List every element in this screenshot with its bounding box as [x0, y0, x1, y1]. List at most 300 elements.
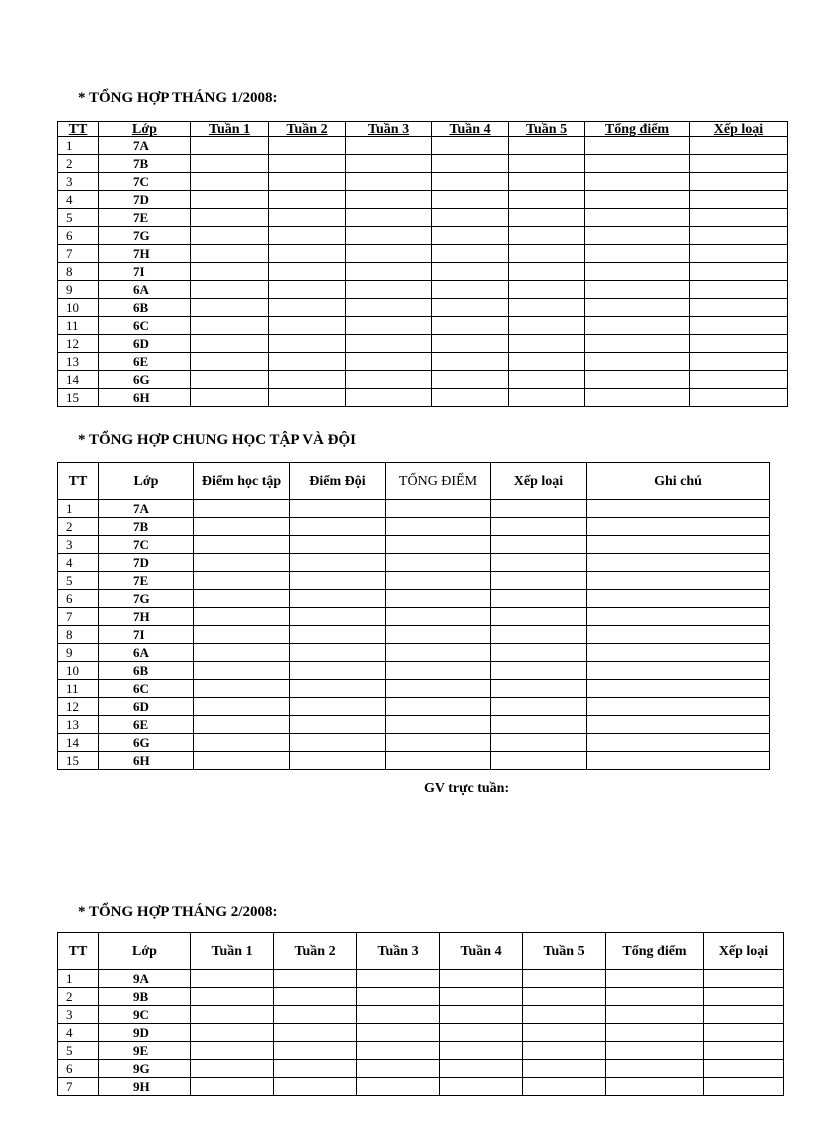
empty-cell [690, 281, 788, 299]
empty-cell [432, 209, 509, 227]
empty-cell [440, 1060, 523, 1078]
class-name: 9H [99, 1078, 191, 1096]
class-name: 7I [99, 626, 194, 644]
empty-cell [269, 245, 346, 263]
empty-cell [191, 299, 269, 317]
empty-cell [357, 1006, 440, 1024]
class-name: 9E [99, 1042, 191, 1060]
empty-cell [191, 1042, 274, 1060]
col-header: Ghi chú [587, 463, 770, 500]
class-name: 7A [99, 500, 194, 518]
col-header: Xếp loại [704, 933, 784, 970]
empty-cell [346, 389, 432, 407]
empty-cell [269, 281, 346, 299]
table-header-row [58, 122, 788, 137]
empty-cell [191, 988, 274, 1006]
row-number: 1 [58, 137, 99, 155]
empty-cell [587, 662, 770, 680]
empty-cell [432, 299, 509, 317]
class-name: 9B [99, 988, 191, 1006]
empty-cell [509, 227, 585, 245]
empty-cell [386, 662, 491, 680]
row-number: 1 [58, 500, 99, 518]
empty-cell [290, 572, 386, 590]
empty-cell [509, 245, 585, 263]
class-name: 6H [99, 389, 191, 407]
empty-cell [191, 263, 269, 281]
row-number: 3 [58, 1006, 99, 1024]
empty-cell [704, 1060, 784, 1078]
empty-cell [509, 173, 585, 191]
row-number: 6 [58, 1060, 99, 1078]
row-number: 14 [58, 371, 99, 389]
empty-cell [269, 389, 346, 407]
empty-cell [606, 1024, 704, 1042]
empty-cell [386, 608, 491, 626]
empty-cell [432, 335, 509, 353]
duty-teacher-label: GV trực tuần: [424, 781, 510, 796]
empty-cell [491, 698, 587, 716]
table-row [58, 1024, 784, 1042]
month2-table-body [58, 970, 784, 1096]
empty-cell [587, 698, 770, 716]
empty-cell [587, 734, 770, 752]
table-row [58, 1006, 784, 1024]
empty-cell [587, 644, 770, 662]
empty-cell [440, 1006, 523, 1024]
empty-cell [585, 173, 690, 191]
col-header: Điểm Đội [290, 463, 386, 500]
empty-cell [704, 1042, 784, 1060]
row-number: 10 [58, 662, 99, 680]
col-header: Tuần 5 [523, 933, 606, 970]
empty-cell [386, 626, 491, 644]
empty-cell [690, 245, 788, 263]
table-row [58, 1060, 784, 1078]
empty-cell [523, 970, 606, 988]
empty-cell [432, 281, 509, 299]
row-number: 3 [58, 173, 99, 191]
empty-cell [587, 626, 770, 644]
empty-cell [274, 1042, 357, 1060]
empty-cell [690, 335, 788, 353]
empty-cell [191, 335, 269, 353]
empty-cell [290, 554, 386, 572]
empty-cell [269, 371, 346, 389]
row-number: 4 [58, 554, 99, 572]
empty-cell [690, 209, 788, 227]
empty-cell [704, 1024, 784, 1042]
table-row [58, 245, 788, 263]
empty-cell [606, 1006, 704, 1024]
row-number: 12 [58, 698, 99, 716]
empty-cell [386, 644, 491, 662]
empty-cell [386, 680, 491, 698]
row-number: 6 [58, 227, 99, 245]
row-number: 7 [58, 245, 99, 263]
empty-cell [194, 680, 290, 698]
table-row [58, 608, 770, 626]
empty-cell [432, 317, 509, 335]
col-header: Điểm học tập [194, 463, 290, 500]
empty-cell [290, 716, 386, 734]
empty-cell [690, 155, 788, 173]
col-header: Xếp loại [491, 463, 587, 500]
row-number: 11 [58, 317, 99, 335]
empty-cell [585, 155, 690, 173]
empty-cell [194, 716, 290, 734]
empty-cell [269, 173, 346, 191]
empty-cell [606, 988, 704, 1006]
empty-cell [491, 536, 587, 554]
empty-cell [290, 500, 386, 518]
empty-cell [585, 263, 690, 281]
empty-cell [191, 970, 274, 988]
empty-cell [587, 500, 770, 518]
month1-table-body [58, 137, 788, 407]
empty-cell [274, 1006, 357, 1024]
empty-cell [290, 680, 386, 698]
empty-cell [587, 518, 770, 536]
empty-cell [690, 191, 788, 209]
empty-cell [690, 353, 788, 371]
empty-cell [509, 371, 585, 389]
empty-cell [440, 1042, 523, 1060]
empty-cell [491, 518, 587, 536]
row-number: 2 [58, 155, 99, 173]
row-number: 15 [58, 752, 99, 770]
empty-cell [587, 554, 770, 572]
empty-cell [585, 389, 690, 407]
empty-cell [432, 371, 509, 389]
empty-cell [587, 752, 770, 770]
empty-cell [704, 1078, 784, 1096]
section2-heading: * TỔNG HỢP CHUNG HỌC TẬP VÀ ĐỘI [78, 432, 356, 448]
empty-cell [357, 1060, 440, 1078]
empty-cell [509, 335, 585, 353]
table-row [58, 662, 770, 680]
empty-cell [587, 680, 770, 698]
combined-table-body [58, 500, 770, 770]
class-name: 9A [99, 970, 191, 988]
col-header: Lớp [99, 933, 191, 970]
empty-cell [357, 1024, 440, 1042]
empty-cell [191, 371, 269, 389]
empty-cell [191, 353, 269, 371]
col-header: Tuần 5 [509, 122, 585, 137]
empty-cell [509, 209, 585, 227]
row-number: 13 [58, 716, 99, 734]
empty-cell [194, 608, 290, 626]
class-name: 9C [99, 1006, 191, 1024]
table-row [58, 299, 788, 317]
month2-table [57, 932, 784, 1096]
class-name: 7D [99, 191, 191, 209]
empty-cell [432, 245, 509, 263]
empty-cell [585, 245, 690, 263]
row-number: 8 [58, 263, 99, 281]
empty-cell [440, 1024, 523, 1042]
empty-cell [269, 335, 346, 353]
table-row [58, 752, 770, 770]
row-number: 6 [58, 590, 99, 608]
empty-cell [491, 716, 587, 734]
table-row [58, 227, 788, 245]
empty-cell [523, 1042, 606, 1060]
empty-cell [290, 734, 386, 752]
empty-cell [191, 1078, 274, 1096]
empty-cell [587, 590, 770, 608]
empty-cell [491, 554, 587, 572]
empty-cell [491, 590, 587, 608]
col-header: Tuần 3 [346, 122, 432, 137]
empty-cell [290, 644, 386, 662]
empty-cell [509, 389, 585, 407]
empty-cell [386, 500, 491, 518]
empty-cell [491, 608, 587, 626]
empty-cell [606, 1078, 704, 1096]
row-number: 14 [58, 734, 99, 752]
empty-cell [269, 209, 346, 227]
col-header: Tuần 1 [191, 933, 274, 970]
section3-heading: * TỔNG HỢP THÁNG 2/2008: [78, 904, 278, 920]
table-row [58, 988, 784, 1006]
empty-cell [585, 137, 690, 155]
row-number: 2 [58, 518, 99, 536]
table-row [58, 1078, 784, 1096]
col-header: Lớp [99, 463, 194, 500]
empty-cell [274, 1060, 357, 1078]
table-row [58, 554, 770, 572]
empty-cell [357, 988, 440, 1006]
table-row [58, 536, 770, 554]
row-number: 10 [58, 299, 99, 317]
empty-cell [585, 227, 690, 245]
col-header: TT [58, 933, 99, 970]
table-row [58, 137, 788, 155]
table-row [58, 680, 770, 698]
class-name: 6G [99, 734, 194, 752]
col-header: Tuần 3 [357, 933, 440, 970]
empty-cell [523, 1078, 606, 1096]
empty-cell [346, 173, 432, 191]
col-header: TỔNG ĐIỂM [386, 463, 491, 500]
row-number: 9 [58, 644, 99, 662]
empty-cell [191, 155, 269, 173]
empty-cell [704, 988, 784, 1006]
class-name: 6D [99, 335, 191, 353]
table-row [58, 389, 788, 407]
empty-cell [491, 626, 587, 644]
empty-cell [274, 1024, 357, 1042]
empty-cell [346, 371, 432, 389]
empty-cell [587, 536, 770, 554]
empty-cell [191, 227, 269, 245]
empty-cell [194, 662, 290, 680]
empty-cell [357, 1042, 440, 1060]
empty-cell [690, 317, 788, 335]
table-row [58, 191, 788, 209]
empty-cell [194, 626, 290, 644]
row-number: 1 [58, 970, 99, 988]
class-name: 7B [99, 518, 194, 536]
table-row [58, 209, 788, 227]
empty-cell [290, 590, 386, 608]
empty-cell [191, 173, 269, 191]
col-header: Tổng điểm [606, 933, 704, 970]
empty-cell [191, 281, 269, 299]
empty-cell [269, 191, 346, 209]
empty-cell [585, 281, 690, 299]
col-header: Tổng điểm [585, 122, 690, 137]
table-row [58, 281, 788, 299]
month1-table [57, 121, 788, 407]
table-row [58, 263, 788, 281]
class-name: 6G [99, 371, 191, 389]
empty-cell [491, 662, 587, 680]
class-name: 6B [99, 662, 194, 680]
col-header: Lớp [99, 122, 191, 137]
class-name: 6A [99, 281, 191, 299]
empty-cell [509, 137, 585, 155]
empty-cell [690, 299, 788, 317]
empty-cell [346, 299, 432, 317]
empty-cell [432, 155, 509, 173]
empty-cell [269, 263, 346, 281]
empty-cell [432, 227, 509, 245]
empty-cell [606, 1060, 704, 1078]
class-name: 6E [99, 716, 194, 734]
row-number: 15 [58, 389, 99, 407]
table-header-row [58, 933, 784, 970]
empty-cell [357, 970, 440, 988]
row-number: 9 [58, 281, 99, 299]
row-number: 7 [58, 1078, 99, 1096]
empty-cell [346, 227, 432, 245]
empty-cell [346, 263, 432, 281]
empty-cell [432, 191, 509, 209]
empty-cell [690, 371, 788, 389]
empty-cell [432, 389, 509, 407]
empty-cell [269, 137, 346, 155]
table-row [58, 698, 770, 716]
empty-cell [269, 317, 346, 335]
empty-cell [491, 644, 587, 662]
empty-cell [191, 137, 269, 155]
empty-cell [386, 752, 491, 770]
empty-cell [194, 590, 290, 608]
empty-cell [491, 500, 587, 518]
empty-cell [191, 1024, 274, 1042]
table-row [58, 371, 788, 389]
empty-cell [194, 554, 290, 572]
table-row [58, 644, 770, 662]
empty-cell [290, 536, 386, 554]
empty-cell [587, 716, 770, 734]
class-name: 6C [99, 317, 191, 335]
empty-cell [432, 137, 509, 155]
empty-cell [509, 299, 585, 317]
empty-cell [386, 734, 491, 752]
class-name: 7C [99, 173, 191, 191]
table-row [58, 626, 770, 644]
empty-cell [440, 1078, 523, 1096]
empty-cell [509, 317, 585, 335]
empty-cell [191, 209, 269, 227]
table-row [58, 970, 784, 988]
table-row [58, 1042, 784, 1060]
empty-cell [194, 734, 290, 752]
empty-cell [386, 698, 491, 716]
empty-cell [690, 173, 788, 191]
row-number: 5 [58, 572, 99, 590]
empty-cell [432, 173, 509, 191]
empty-cell [509, 263, 585, 281]
empty-cell [357, 1078, 440, 1096]
row-number: 4 [58, 1024, 99, 1042]
empty-cell [290, 626, 386, 644]
class-name: 6D [99, 698, 194, 716]
empty-cell [191, 1060, 274, 1078]
empty-cell [346, 191, 432, 209]
empty-cell [191, 389, 269, 407]
class-name: 6B [99, 299, 191, 317]
row-number: 11 [58, 680, 99, 698]
empty-cell [386, 590, 491, 608]
col-header: Tuần 1 [191, 122, 269, 137]
empty-cell [290, 698, 386, 716]
empty-cell [509, 155, 585, 173]
empty-cell [194, 536, 290, 554]
empty-cell [690, 137, 788, 155]
empty-cell [269, 155, 346, 173]
col-header: Tuần 4 [432, 122, 509, 137]
class-name: 7G [99, 227, 191, 245]
empty-cell [491, 752, 587, 770]
table-row [58, 155, 788, 173]
empty-cell [194, 572, 290, 590]
table-row [58, 572, 770, 590]
class-name: 7D [99, 554, 194, 572]
table-row [58, 335, 788, 353]
empty-cell [491, 734, 587, 752]
class-name: 7H [99, 245, 191, 263]
table-row [58, 500, 770, 518]
empty-cell [386, 536, 491, 554]
row-number: 12 [58, 335, 99, 353]
row-number: 4 [58, 191, 99, 209]
empty-cell [432, 353, 509, 371]
empty-cell [585, 191, 690, 209]
empty-cell [690, 389, 788, 407]
empty-cell [191, 245, 269, 263]
empty-cell [509, 281, 585, 299]
col-header: Tuần 4 [440, 933, 523, 970]
empty-cell [491, 680, 587, 698]
empty-cell [191, 317, 269, 335]
table-row [58, 353, 788, 371]
empty-cell [523, 1006, 606, 1024]
col-header: Tuần 2 [269, 122, 346, 137]
empty-cell [585, 353, 690, 371]
empty-cell [523, 988, 606, 1006]
empty-cell [386, 554, 491, 572]
table-row [58, 317, 788, 335]
empty-cell [346, 245, 432, 263]
row-number: 3 [58, 536, 99, 554]
empty-cell [440, 970, 523, 988]
class-name: 9D [99, 1024, 191, 1042]
